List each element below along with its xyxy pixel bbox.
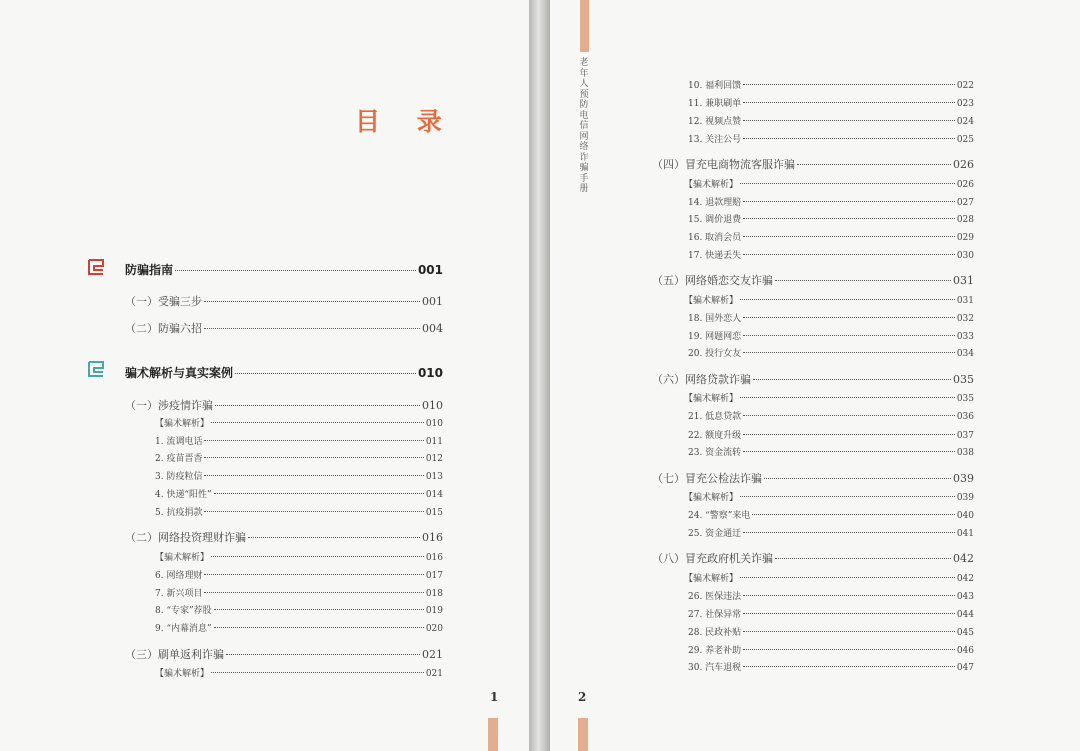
toc-entry-page: 021 (422, 648, 443, 661)
toc-entry-title: 1. 流调电话 (155, 437, 203, 447)
toc-entry-title: 25. 资金通迂 (688, 529, 742, 539)
dot-leader (743, 201, 955, 202)
toc-entry-title: （六）网络贷款诈骗 (652, 373, 751, 386)
toc-entry-page: 015 (425, 508, 443, 518)
toc-entry (125, 397, 443, 413)
dot-leader (740, 577, 955, 578)
toc-entry-title: 14. 退款理赔 (688, 198, 742, 208)
toc-entry (125, 293, 443, 309)
dot-leader (204, 457, 423, 458)
toc-entry-page: 011 (425, 437, 443, 447)
toc-entry-title: （四）冒充电商物流客服诈骗 (652, 158, 795, 171)
toc-entry-page: 040 (956, 511, 974, 521)
toc-entry (125, 320, 443, 336)
dot-leader (743, 631, 955, 632)
toc-entry-title: 【骗术解析】 (155, 669, 210, 679)
toc-entry (652, 550, 974, 566)
dot-leader (214, 493, 424, 494)
dot-leader (743, 236, 955, 237)
dot-leader (775, 280, 951, 281)
toc-entry-title: 7. 新兴项目 (155, 589, 203, 599)
toc-entry (688, 78, 974, 91)
toc-entry-title: 防骗指南 (125, 263, 174, 277)
toc-entry-page: 038 (956, 448, 974, 458)
toc-entry-page: 021 (425, 669, 443, 679)
toc-entry-title: 【骗术解析】 (155, 419, 210, 429)
toc-entry-page: 042 (953, 552, 974, 565)
toc-entry (125, 364, 443, 381)
dot-leader (204, 511, 423, 512)
toc-entry-page: 046 (956, 646, 974, 656)
dot-leader (743, 649, 955, 650)
running-header: 老年人预防电信网络诈骗手册 (579, 58, 589, 194)
dot-leader (743, 532, 955, 533)
toc-entry-title: 【骗术解析】 (684, 180, 739, 190)
dot-leader (214, 627, 424, 628)
toc-entry-page: 031 (956, 296, 974, 306)
toc-entry-page: 019 (425, 606, 443, 616)
toc-entry-title: （一）涉疫情诈骗 (125, 399, 213, 412)
toc-entry-title: 18. 国外恋人 (688, 314, 742, 324)
toc-entry-title: 16. 取消会员 (688, 233, 742, 243)
dot-leader (211, 422, 424, 423)
toc-entry-title: 【骗术解析】 (684, 574, 739, 584)
toc-entry-title: 11. 兼职刷单 (688, 99, 742, 109)
toc-entry (688, 311, 974, 324)
toc-entry (688, 132, 974, 145)
toc-entry-title: 27. 社保异常 (688, 610, 742, 620)
toc-entry-page: 026 (953, 158, 974, 171)
dot-leader (214, 609, 424, 610)
dot-leader (743, 666, 955, 667)
dot-leader (752, 514, 954, 515)
color-tab (488, 718, 498, 751)
page-number-left: 1 (490, 690, 499, 704)
toc-entry-title: 23. 资金流转 (688, 448, 742, 458)
toc-entry-page: 045 (956, 628, 974, 638)
toc-entry-page: 037 (956, 431, 974, 441)
dot-leader (248, 537, 420, 538)
dot-leader (743, 335, 955, 336)
dot-leader (204, 475, 423, 476)
page-title: 目 录 (355, 107, 456, 136)
dot-leader (797, 164, 951, 165)
toc-entry-page: 023 (956, 99, 974, 109)
toc-entry-page: 028 (956, 215, 974, 225)
toc-entry-title: 17. 快递丢失 (688, 251, 742, 261)
toc-entry-title: 5. 抗疫捐款 (155, 508, 203, 518)
toc-entry (652, 470, 974, 486)
dot-leader (211, 556, 424, 557)
toc-entry-title: 9. “内幕消息” (155, 624, 212, 634)
toc-entry (688, 409, 974, 422)
dot-leader (175, 270, 416, 271)
toc-entry-page: 027 (956, 198, 974, 208)
toc-entry-page: 017 (425, 571, 443, 581)
dot-leader (743, 254, 955, 255)
dot-leader (204, 592, 423, 593)
dot-leader (204, 301, 420, 302)
toc-entry-title: （三）刷单返利诈骗 (125, 648, 224, 661)
toc-entry (155, 603, 443, 616)
toc-entry-page: 039 (956, 493, 974, 503)
dot-leader (204, 328, 420, 329)
toc-entry (652, 371, 974, 387)
toc-entry-title: 20. 投行女友 (688, 349, 742, 359)
toc-entry-page: 001 (422, 295, 443, 308)
toc-entry-page: 013 (425, 472, 443, 482)
toc-entry-title: 22. 额度升级 (688, 431, 742, 441)
toc-entry (155, 416, 443, 429)
dot-leader (740, 299, 955, 300)
toc-entry (155, 568, 443, 581)
dot-leader (743, 120, 955, 121)
dot-leader (743, 415, 955, 416)
toc-entry (155, 469, 443, 482)
dot-leader (775, 558, 951, 559)
dot-leader (743, 218, 955, 219)
toc-entry (155, 451, 443, 464)
dot-leader (743, 595, 955, 596)
toc-entry-title: 4. 快递“阳性” (155, 490, 212, 500)
toc-entry (688, 346, 974, 359)
toc-entry-page: 043 (956, 592, 974, 602)
toc-entry-page: 035 (956, 394, 974, 404)
dot-leader (743, 352, 955, 353)
toc-entry-page: 044 (956, 610, 974, 620)
dot-leader (740, 183, 955, 184)
toc-entry-title: 骗术解析与真实案例 (125, 366, 234, 380)
dot-leader (743, 434, 955, 435)
toc-entry (688, 248, 974, 261)
toc-entry-title: 8. “专家”荐股 (155, 606, 212, 616)
toc-entry (688, 526, 974, 539)
toc-entry (155, 586, 443, 599)
toc-entry-page: 035 (953, 373, 974, 386)
dot-leader (215, 405, 420, 406)
dot-leader (743, 613, 955, 614)
spiral-pin-icon (86, 360, 106, 378)
toc-entry-page: 022 (956, 81, 974, 91)
dot-leader (743, 317, 955, 318)
toc-entry (688, 329, 974, 342)
toc-entry-page: 016 (422, 531, 443, 544)
toc-entry-page: 001 (417, 263, 443, 277)
toc-entry-page: 016 (425, 553, 443, 563)
toc-entry-page: 030 (956, 251, 974, 261)
toc-entry-title: （一）受骗三步 (125, 295, 202, 308)
toc-entry (688, 114, 974, 127)
toc-entry (688, 508, 974, 521)
toc-entry-title: 29. 养老补助 (688, 646, 742, 656)
dot-leader (226, 654, 420, 655)
toc-entry (684, 293, 974, 306)
dot-leader (753, 379, 951, 380)
toc-entry (688, 428, 974, 441)
toc-entry (155, 434, 443, 447)
toc-entry (125, 261, 443, 278)
toc-entry-page: 031 (953, 274, 974, 287)
toc-entry-page: 026 (956, 180, 974, 190)
toc-entry-page: 020 (425, 624, 443, 634)
toc-entry (688, 625, 974, 638)
dot-leader (204, 440, 423, 441)
toc-entry (684, 391, 974, 404)
toc-entry-page: 036 (956, 412, 974, 422)
toc-entry (688, 96, 974, 109)
toc-entry-title: 【骗术解析】 (684, 296, 739, 306)
toc-entry-title: 15. 调价退费 (688, 215, 742, 225)
toc-entry-page: 042 (956, 574, 974, 584)
toc-entry (688, 643, 974, 656)
toc-entry-title: 26. 医保违法 (688, 592, 742, 602)
toc-entry (684, 177, 974, 190)
dot-leader (740, 397, 955, 398)
toc-entry-page: 004 (422, 322, 443, 335)
page-number-right: 2 (578, 690, 587, 704)
toc-entry-title: 21. 低息贷款 (688, 412, 742, 422)
toc-entry (684, 571, 974, 584)
toc-entry-title: 【骗术解析】 (684, 394, 739, 404)
dot-leader (743, 84, 955, 85)
toc-entry-title: 28. 民政补贴 (688, 628, 742, 638)
toc-entry-page: 024 (956, 117, 974, 127)
toc-entry-title: 12. 视频点赞 (688, 117, 742, 127)
toc-entry-title: （二）防骗六招 (125, 322, 202, 335)
toc-entry-page: 012 (425, 454, 443, 464)
book-gutter (529, 0, 550, 751)
toc-entry-title: （二）网络投资理财诈骗 (125, 531, 246, 544)
toc-entry-page: 029 (956, 233, 974, 243)
dot-leader (740, 496, 955, 497)
toc-entry-page: 010 (417, 366, 443, 380)
toc-entry-page: 025 (956, 135, 974, 145)
color-tab (578, 718, 588, 751)
toc-entry (688, 230, 974, 243)
toc-entry (688, 195, 974, 208)
toc-entry (652, 156, 974, 172)
toc-entry-title: 19. 网题网恋 (688, 332, 742, 342)
toc-entry-page: 010 (422, 399, 443, 412)
dot-leader (235, 373, 416, 374)
toc-entry-title: 13. 关注公号 (688, 135, 742, 145)
toc-entry-title: 24. “警察”来电 (688, 511, 751, 521)
dot-leader (204, 574, 423, 575)
toc-entry (155, 666, 443, 679)
toc-entry (688, 212, 974, 225)
toc-entry-page: 032 (956, 314, 974, 324)
toc-entry-page: 039 (953, 472, 974, 485)
toc-entry-title: （七）冒充公检法诈骗 (652, 472, 762, 485)
toc-entry-title: 3. 防疫粒信 (155, 472, 203, 482)
dot-leader (211, 672, 424, 673)
toc-entry-title: 6. 网络理财 (155, 571, 203, 581)
dot-leader (743, 451, 955, 452)
toc-entry-page: 014 (425, 490, 443, 500)
toc-entry (684, 490, 974, 503)
color-tab (580, 0, 589, 52)
toc-entry (125, 529, 443, 545)
toc-entry (688, 660, 974, 673)
toc-entry (155, 621, 443, 634)
toc-entry-title: 2. 疫苗晋香 (155, 454, 203, 464)
toc-entry-page: 033 (956, 332, 974, 342)
toc-entry (688, 607, 974, 620)
toc-entry-title: 【骗术解析】 (155, 553, 210, 563)
toc-entry-page: 010 (425, 419, 443, 429)
dot-leader (743, 138, 955, 139)
spiral-pin-icon (86, 258, 106, 276)
toc-entry (688, 589, 974, 602)
dot-leader (764, 478, 951, 479)
toc-entry-page: 018 (425, 589, 443, 599)
toc-entry (688, 445, 974, 458)
toc-entry-title: 10. 福利回馈 (688, 81, 742, 91)
toc-entry (652, 272, 974, 288)
toc-entry (155, 550, 443, 563)
toc-entry (125, 646, 443, 662)
toc-entry-page: 047 (956, 663, 974, 673)
toc-entry-page: 034 (956, 349, 974, 359)
toc-entry-title: 【骗术解析】 (684, 493, 739, 503)
toc-entry-title: （五）网络婚恋交友诈骗 (652, 274, 773, 287)
toc-entry-title: （八）冒充政府机关诈骗 (652, 552, 773, 565)
toc-entry-page: 041 (956, 529, 974, 539)
toc-entry (155, 505, 443, 518)
dot-leader (743, 102, 955, 103)
toc-entry-title: 30. 汽车退税 (688, 663, 742, 673)
toc-entry (155, 487, 443, 500)
